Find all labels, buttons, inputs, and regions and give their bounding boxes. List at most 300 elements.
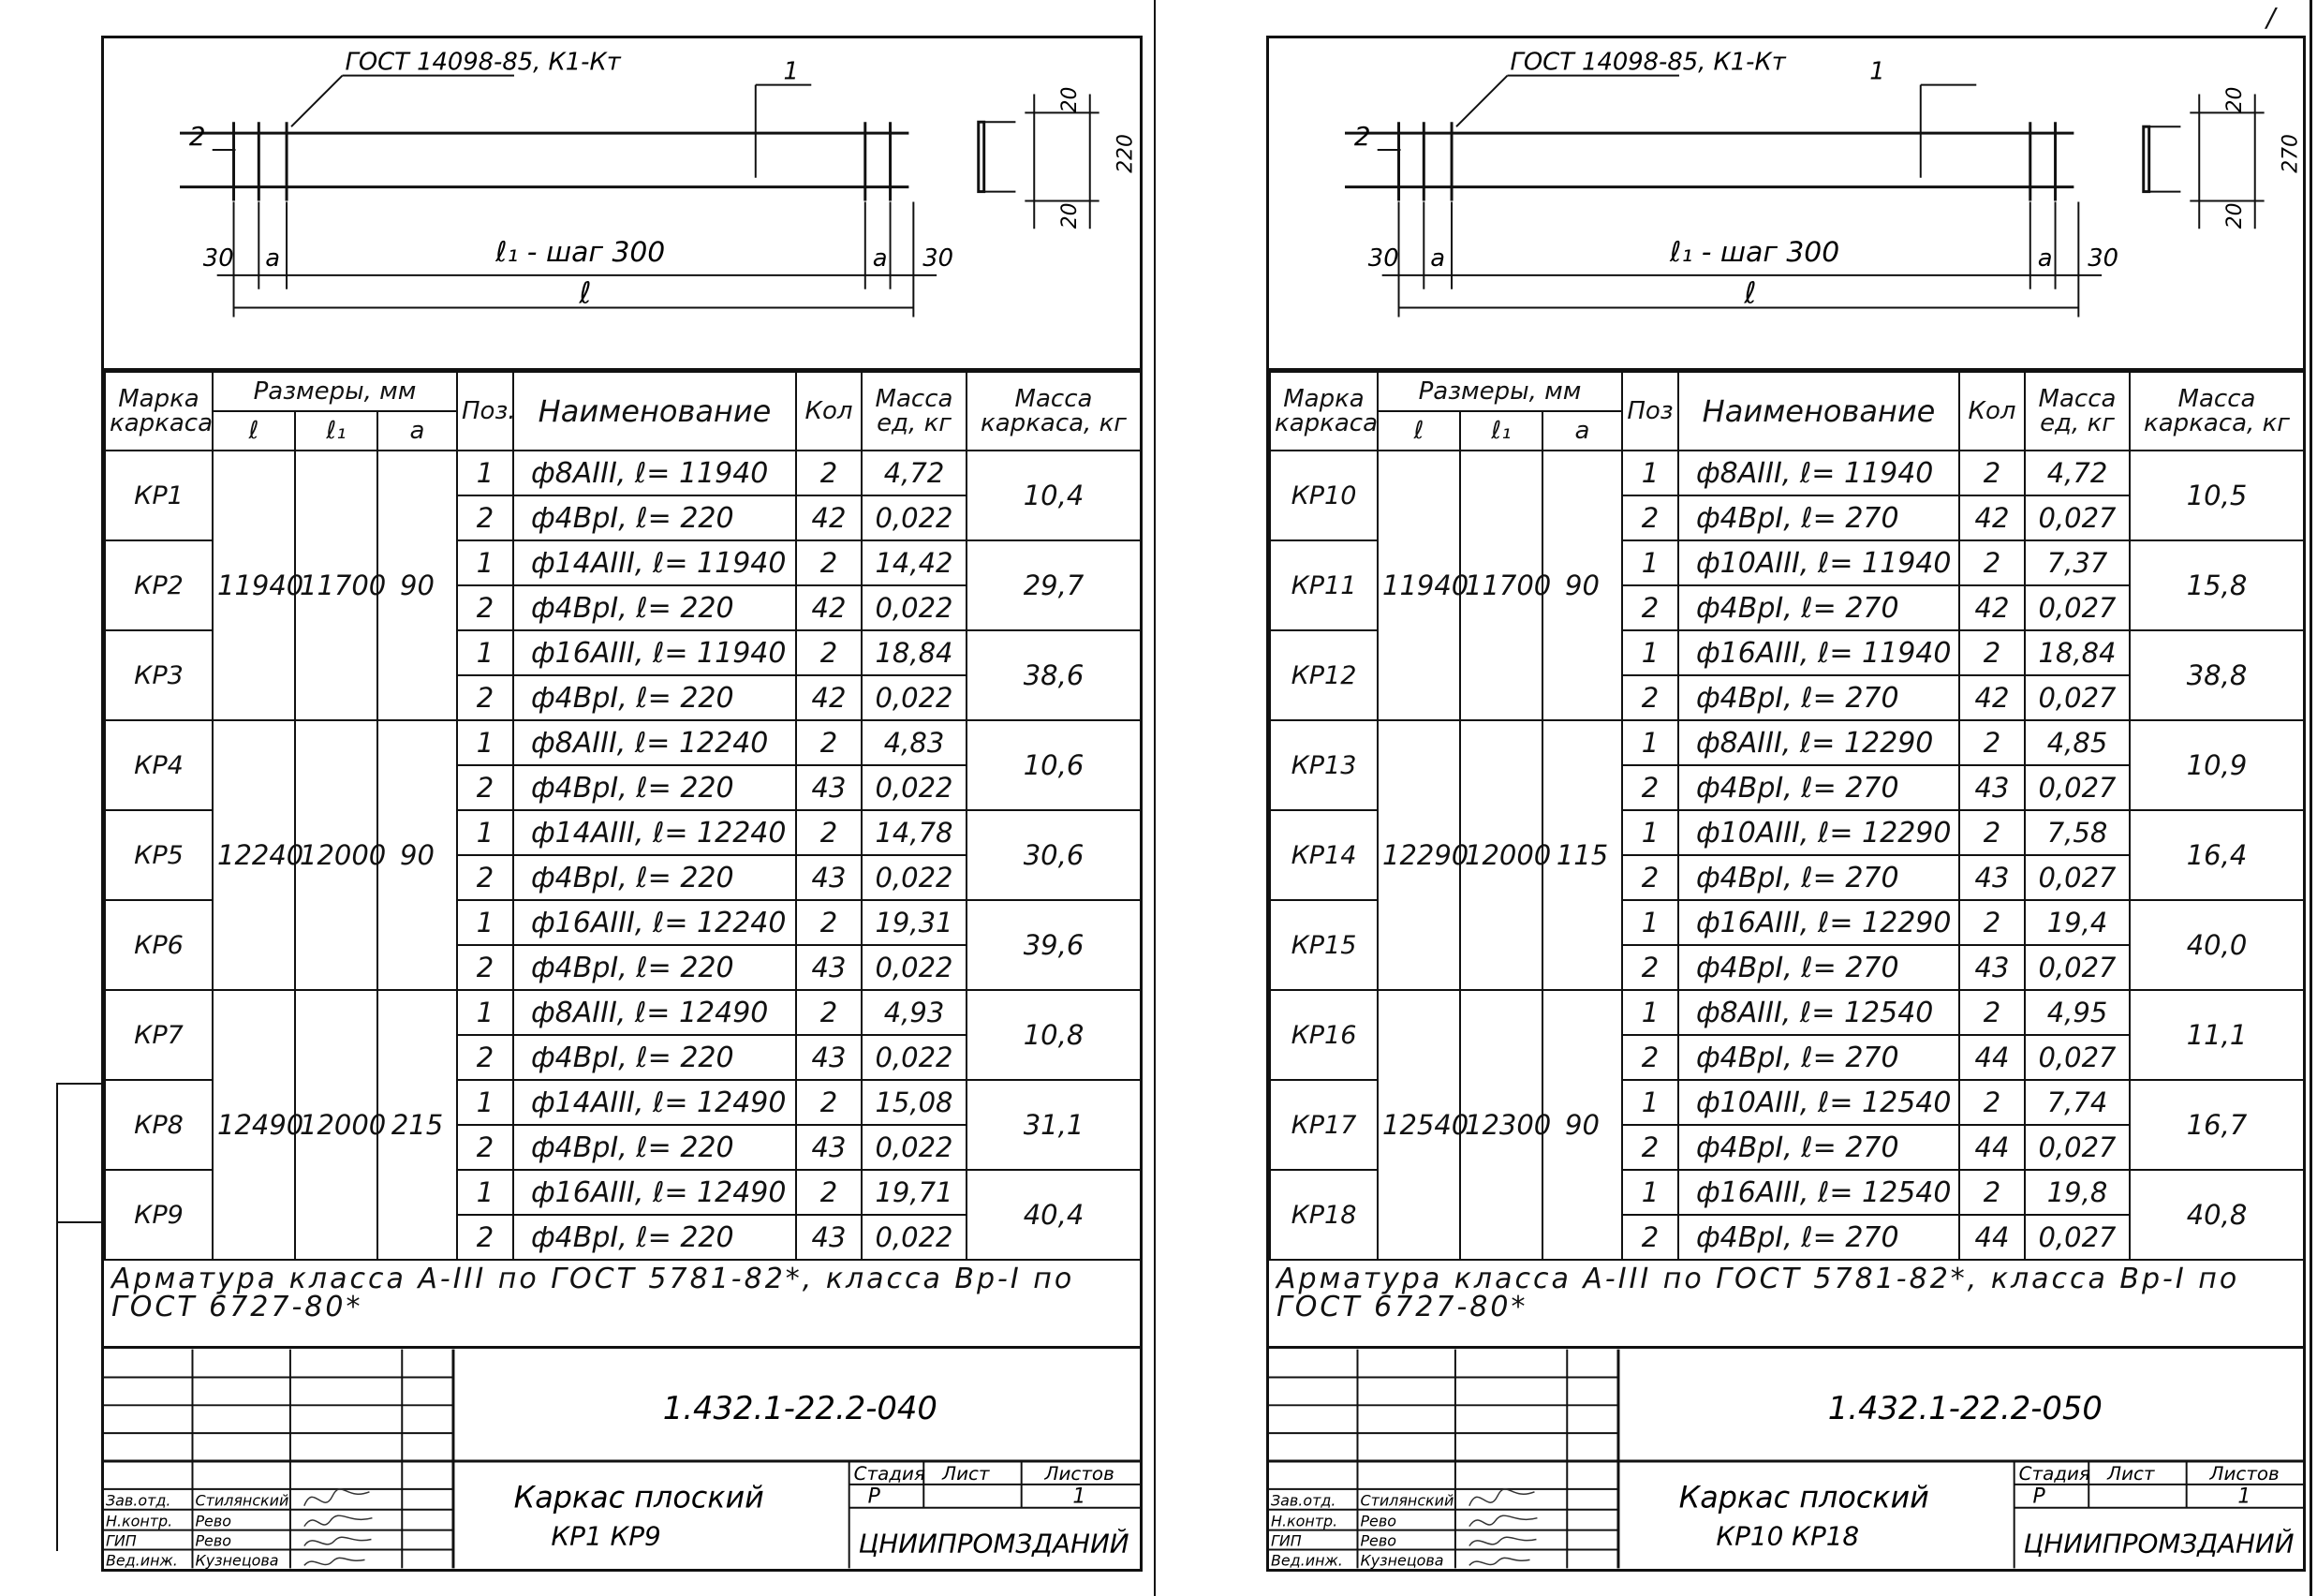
qty-value: 2 xyxy=(1959,720,2025,765)
col-dims: Размеры, мм xyxy=(1378,372,1622,411)
pos-value: 2 xyxy=(457,1035,513,1080)
pos-value: 1 xyxy=(457,1170,513,1215)
title-block-left xyxy=(104,1346,1140,1569)
qty-value: 2 xyxy=(796,451,862,495)
stage-header: Стадия xyxy=(2018,1462,2090,1485)
unit-mass-value: 0,022 xyxy=(862,495,967,540)
person-3: Рево xyxy=(1360,1531,1396,1550)
pos-value: 1 xyxy=(1622,900,1678,945)
pos-value: 2 xyxy=(457,1125,513,1170)
dim-a-right: a xyxy=(872,244,888,273)
item-name: ф10АIII, ℓ= 12290 xyxy=(1678,810,1959,855)
item-name: ф4ВрI, ℓ= 270 xyxy=(1678,675,1959,720)
col-frame-mass: Масса каркаса, кг xyxy=(2130,372,2304,451)
sheets-header: Листов xyxy=(2209,1462,2280,1485)
frame-mark: КР10 xyxy=(1270,451,1378,540)
qty-value: 2 xyxy=(1959,900,2025,945)
frame-mark: КР7 xyxy=(105,990,213,1080)
col-mark: Марка каркаса xyxy=(105,372,213,451)
pos-value: 2 xyxy=(1622,495,1678,540)
unit-mass-value: 4,72 xyxy=(2025,451,2130,495)
dim-l1-value: 11700 xyxy=(295,451,377,720)
sheet-left xyxy=(101,36,1143,1572)
dim-a-right: a xyxy=(2037,244,2053,273)
unit-mass-value: 0,022 xyxy=(862,945,967,990)
org-name: ЦНИИПРОМЗДАНИЙ xyxy=(858,1528,1129,1559)
item-name: ф4ВрI, ℓ= 270 xyxy=(1678,1035,1959,1080)
person-1: Стилянский xyxy=(1360,1491,1454,1510)
role-1: Зав.отд. xyxy=(1270,1491,1336,1510)
frame-mass-value: 10,6 xyxy=(967,720,1141,810)
role-3: ГИП xyxy=(105,1531,137,1550)
unit-mass-value: 4,95 xyxy=(2025,990,2130,1035)
unit-mass-value: 18,84 xyxy=(2025,630,2130,675)
frame-mass-value: 16,4 xyxy=(2130,810,2304,900)
unit-mass-value: 4,85 xyxy=(2025,720,2130,765)
dim-l: ℓ xyxy=(1744,276,1757,311)
item-name: ф4ВрI, ℓ= 270 xyxy=(1678,585,1959,630)
unit-mass-value: 0,022 xyxy=(862,765,967,810)
section-dim-mid: 220 xyxy=(1114,134,1138,173)
pos-value: 1 xyxy=(457,990,513,1035)
frame-mass-value: 30,6 xyxy=(967,810,1141,900)
frame-mass-value: 38,6 xyxy=(967,630,1141,720)
dim-l-value: 12490 xyxy=(213,990,295,1260)
dim-a-value: 90 xyxy=(377,720,457,990)
dim-a-value: 90 xyxy=(1542,990,1622,1260)
frame-mass-value: 11,1 xyxy=(2130,990,2304,1080)
pos2-label: 2 xyxy=(188,121,206,153)
frame-drawing-right xyxy=(1269,38,2303,371)
item-name: ф14АIII, ℓ= 11940 xyxy=(513,540,796,585)
spec-table-left xyxy=(104,371,1142,1261)
qty-value: 44 xyxy=(1959,1035,2025,1080)
unit-mass-value: 7,37 xyxy=(2025,540,2130,585)
col-l: ℓ xyxy=(213,411,295,451)
qty-value: 2 xyxy=(1959,451,2025,495)
dim-a-value: 90 xyxy=(377,451,457,720)
pos-value: 1 xyxy=(457,810,513,855)
sheets-value: 1 xyxy=(1072,1485,1086,1509)
col-qty: Кол xyxy=(796,372,862,451)
section-dim-bot: 20 xyxy=(1057,202,1082,229)
frame-mass-value: 40,0 xyxy=(2130,900,2304,990)
role-1: Зав.отд. xyxy=(105,1491,171,1510)
item-name: ф4ВрI, ℓ= 220 xyxy=(513,945,796,990)
qty-value: 42 xyxy=(796,495,862,540)
pos-value: 2 xyxy=(457,1215,513,1260)
item-name: ф16АIII, ℓ= 11940 xyxy=(1678,630,1959,675)
unit-mass-value: 7,58 xyxy=(2025,810,2130,855)
dim-30-left: 30 xyxy=(202,244,234,273)
person-2: Рево xyxy=(195,1512,231,1530)
qty-value: 43 xyxy=(796,855,862,900)
frame-drawing-svg-right xyxy=(1269,38,2303,368)
qty-value: 44 xyxy=(1959,1125,2025,1170)
left-margin-tick-2 xyxy=(56,1221,103,1223)
doc-code: 1.432.1-22.2-040 xyxy=(662,1390,937,1427)
person-2: Рево xyxy=(1360,1512,1396,1530)
sheet-header: Лист xyxy=(2107,1462,2155,1485)
item-name: ф4ВрI, ℓ= 220 xyxy=(513,765,796,810)
person-1: Стилянский xyxy=(195,1491,289,1510)
qty-value: 2 xyxy=(796,540,862,585)
frame-mark: КР13 xyxy=(1270,720,1378,810)
role-3: ГИП xyxy=(1270,1531,1302,1550)
role-4: Вед.инж. xyxy=(1270,1551,1343,1570)
qty-value: 43 xyxy=(796,945,862,990)
col-mark: Марка каркаса xyxy=(1270,372,1378,451)
pos-value: 1 xyxy=(1622,720,1678,765)
qty-value: 43 xyxy=(796,1035,862,1080)
dim-l-value: 11940 xyxy=(213,451,295,720)
frame-mark: КР5 xyxy=(105,810,213,900)
unit-mass-value: 14,42 xyxy=(862,540,967,585)
col-pos: Поз. xyxy=(457,372,513,451)
dim-a-value: 115 xyxy=(1542,720,1622,990)
frame-mark: КР17 xyxy=(1270,1080,1378,1170)
doc-code: 1.432.1-22.2-050 xyxy=(1827,1390,2103,1427)
sheet-header: Лист xyxy=(942,1462,990,1485)
role-2: Н.контр. xyxy=(105,1512,173,1530)
dim-a-value: 215 xyxy=(377,990,457,1260)
signatures xyxy=(1469,1489,1538,1566)
person-4: Кузнецова xyxy=(195,1551,279,1570)
pos-value: 1 xyxy=(1622,540,1678,585)
col-unit-mass: Масса ед, кг xyxy=(862,372,967,451)
col-frame-mass: Масса каркаса, кг xyxy=(967,372,1141,451)
unit-mass-value: 19,8 xyxy=(2025,1170,2130,1215)
qty-value: 42 xyxy=(796,585,862,630)
pos-value: 2 xyxy=(1622,1035,1678,1080)
item-name: ф4ВрI, ℓ= 270 xyxy=(1678,765,1959,810)
pos-value: 1 xyxy=(1622,990,1678,1035)
pos-value: 1 xyxy=(457,630,513,675)
col-a: a xyxy=(377,411,457,451)
item-name: ф4ВрI, ℓ= 270 xyxy=(1678,1125,1959,1170)
left-margin-line xyxy=(56,1083,58,1551)
item-name: ф4ВрI, ℓ= 220 xyxy=(513,675,796,720)
col-l: ℓ xyxy=(1378,411,1460,451)
signatures xyxy=(304,1489,373,1566)
frame-mark: КР16 xyxy=(1270,990,1378,1080)
person-3: Рево xyxy=(195,1531,231,1550)
item-name: ф16АIII, ℓ= 12540 xyxy=(1678,1170,1959,1215)
qty-value: 2 xyxy=(1959,630,2025,675)
pos-value: 1 xyxy=(1622,1080,1678,1125)
pos-value: 2 xyxy=(457,585,513,630)
pos-value: 2 xyxy=(1622,585,1678,630)
item-name: ф4ВрI, ℓ= 220 xyxy=(513,585,796,630)
spec-row xyxy=(105,990,1141,1035)
item-name: ф8АIII, ℓ= 11940 xyxy=(1678,451,1959,495)
frame-mass-value: 10,4 xyxy=(967,451,1141,540)
unit-mass-value: 0,022 xyxy=(862,1035,967,1080)
dim-l1: ℓ₁ - шаг 300 xyxy=(495,235,666,269)
col-a: a xyxy=(1542,411,1622,451)
doc-name-line1: Каркас плоский xyxy=(513,1479,764,1515)
col-pos: Поз xyxy=(1622,372,1678,451)
qty-value: 42 xyxy=(1959,585,2025,630)
pos-value: 2 xyxy=(1622,765,1678,810)
pos-value: 1 xyxy=(457,540,513,585)
stage-value: Р xyxy=(2032,1485,2045,1509)
dim-l1-value: 12300 xyxy=(1460,990,1542,1260)
unit-mass-value: 19,71 xyxy=(862,1170,967,1215)
item-name: ф4ВрI, ℓ= 220 xyxy=(513,1215,796,1260)
item-name: ф8АIII, ℓ= 12490 xyxy=(513,990,796,1035)
col-name: Наименование xyxy=(513,372,796,451)
pos-value: 1 xyxy=(457,900,513,945)
qty-value: 43 xyxy=(1959,765,2025,810)
pos-value: 1 xyxy=(457,1080,513,1125)
frame-mass-value: 10,9 xyxy=(2130,720,2304,810)
frame-drawing-svg-left xyxy=(104,38,1140,368)
unit-mass-value: 0,027 xyxy=(2025,495,2130,540)
item-name: ф8АIII, ℓ= 12540 xyxy=(1678,990,1959,1035)
unit-mass-value: 0,027 xyxy=(2025,855,2130,900)
dim-30-right: 30 xyxy=(2088,244,2119,273)
pos-value: 2 xyxy=(457,855,513,900)
pos-value: 2 xyxy=(457,675,513,720)
pos-value: 1 xyxy=(1622,1170,1678,1215)
frame-mass-value: 10,5 xyxy=(2130,451,2304,540)
dim-l1-value: 12000 xyxy=(295,990,377,1260)
qty-value: 2 xyxy=(796,630,862,675)
unit-mass-value: 0,027 xyxy=(2025,1215,2130,1260)
frame-mark: КР14 xyxy=(1270,810,1378,900)
frame-mark: КР15 xyxy=(1270,900,1378,990)
frame-drawing-left xyxy=(104,38,1140,371)
item-name: ф4ВрI, ℓ= 270 xyxy=(1678,495,1959,540)
dim-30-right: 30 xyxy=(922,244,954,273)
unit-mass-value: 7,74 xyxy=(2025,1080,2130,1125)
item-name: ф4ВрI, ℓ= 220 xyxy=(513,855,796,900)
unit-mass-value: 0,027 xyxy=(2025,765,2130,810)
unit-mass-value: 0,022 xyxy=(862,855,967,900)
pos-value: 2 xyxy=(1622,675,1678,720)
item-name: ф4ВрI, ℓ= 270 xyxy=(1678,945,1959,990)
col-dims: Размеры, мм xyxy=(213,372,457,411)
item-name: ф10АIII, ℓ= 12540 xyxy=(1678,1080,1959,1125)
qty-value: 2 xyxy=(796,1080,862,1125)
col-l1: ℓ₁ xyxy=(295,411,377,451)
qty-value: 42 xyxy=(1959,675,2025,720)
dim-l: ℓ xyxy=(579,276,592,311)
qty-value: 2 xyxy=(1959,1080,2025,1125)
pos-value: 2 xyxy=(457,765,513,810)
unit-mass-value: 0,027 xyxy=(2025,585,2130,630)
unit-mass-value: 4,72 xyxy=(862,451,967,495)
pos-value: 1 xyxy=(1622,630,1678,675)
dim-l1: ℓ₁ - шаг 300 xyxy=(1670,235,1840,269)
spec-row xyxy=(1270,451,2304,495)
col-qty: Кол xyxy=(1959,372,2025,451)
item-name: ф4ВрI, ℓ= 270 xyxy=(1678,1215,1959,1260)
unit-mass-value: 0,022 xyxy=(862,1125,967,1170)
dim-a-left: a xyxy=(1430,244,1446,273)
pos-value: 1 xyxy=(457,451,513,495)
pos-value: 2 xyxy=(457,945,513,990)
org-name: ЦНИИПРОМЗДАНИЙ xyxy=(2023,1528,2295,1559)
unit-mass-value: 15,08 xyxy=(862,1080,967,1125)
dim-30-left: 30 xyxy=(1367,244,1399,273)
pos-value: 1 xyxy=(457,720,513,765)
doc-name-line2: КР10 КР18 xyxy=(1716,1520,1860,1552)
qty-value: 2 xyxy=(796,1170,862,1215)
item-name: ф4ВрI, ℓ= 220 xyxy=(513,495,796,540)
left-margin-tick xyxy=(56,1083,103,1085)
unit-mass-value: 19,4 xyxy=(2025,900,2130,945)
frame-mark: КР2 xyxy=(105,540,213,630)
stage-value: Р xyxy=(867,1485,880,1509)
center-fold-line xyxy=(1154,0,1156,1596)
frame-mass-value: 38,8 xyxy=(2130,630,2304,720)
item-name: ф4ВрI, ℓ= 270 xyxy=(1678,855,1959,900)
dim-l1-value: 12000 xyxy=(295,720,377,990)
section-dim-bot: 20 xyxy=(2222,202,2247,229)
frame-mark: КР3 xyxy=(105,630,213,720)
qty-value: 43 xyxy=(1959,945,2025,990)
unit-mass-value: 0,022 xyxy=(862,1215,967,1260)
title-block-right xyxy=(1269,1346,2303,1569)
dim-a-left: a xyxy=(265,244,281,273)
unit-mass-value: 0,022 xyxy=(862,585,967,630)
item-name: ф16АIII, ℓ= 12240 xyxy=(513,900,796,945)
sheets-value: 1 xyxy=(2237,1485,2251,1509)
frame-mass-value: 39,6 xyxy=(967,900,1141,990)
section-dim-top: 20 xyxy=(1057,86,1082,113)
pos-value: 2 xyxy=(1622,1125,1678,1170)
unit-mass-value: 0,027 xyxy=(2025,675,2130,720)
role-2: Н.контр. xyxy=(1270,1512,1338,1530)
qty-value: 43 xyxy=(796,765,862,810)
pos-value: 2 xyxy=(1622,1215,1678,1260)
section-dim-top: 20 xyxy=(2222,86,2247,113)
qty-value: 2 xyxy=(796,990,862,1035)
dim-l1-value: 12000 xyxy=(1460,720,1542,990)
stage-header: Стадия xyxy=(853,1462,925,1485)
item-name: ф8АIII, ℓ= 12240 xyxy=(513,720,796,765)
qty-value: 42 xyxy=(796,675,862,720)
qty-value: 43 xyxy=(796,1215,862,1260)
doc-name-line2: КР1 КР9 xyxy=(551,1520,661,1552)
item-name: ф14АIII, ℓ= 12490 xyxy=(513,1080,796,1125)
right-margin-line xyxy=(2310,0,2312,1596)
qty-value: 2 xyxy=(1959,1170,2025,1215)
pos-value: 1 xyxy=(1622,451,1678,495)
spec-row xyxy=(1270,990,2304,1035)
qty-value: 43 xyxy=(1959,855,2025,900)
col-l1: ℓ₁ xyxy=(1460,411,1542,451)
item-name: ф8АIII, ℓ= 12290 xyxy=(1678,720,1959,765)
unit-mass-value: 4,83 xyxy=(862,720,967,765)
frame-mark: КР12 xyxy=(1270,630,1378,720)
person-4: Кузнецова xyxy=(1360,1551,1444,1570)
qty-value: 43 xyxy=(796,1125,862,1170)
frame-mark: КР18 xyxy=(1270,1170,1378,1260)
frame-mark: КР9 xyxy=(105,1170,213,1260)
frame-mass-value: 31,1 xyxy=(967,1080,1141,1170)
item-name: ф14АIII, ℓ= 12240 xyxy=(513,810,796,855)
pos2-label: 2 xyxy=(1353,121,1371,153)
qty-value: 2 xyxy=(796,900,862,945)
pos1-label: 1 xyxy=(1869,57,1885,86)
dim-l1-value: 11700 xyxy=(1460,451,1542,720)
dim-a-value: 90 xyxy=(1542,451,1622,720)
unit-mass-value: 0,027 xyxy=(2025,1125,2130,1170)
frame-mass-value: 15,8 xyxy=(2130,540,2304,630)
qty-value: 2 xyxy=(796,810,862,855)
pos-value: 2 xyxy=(1622,855,1678,900)
item-name: ф16АIII, ℓ= 11940 xyxy=(513,630,796,675)
frame-mark: КР6 xyxy=(105,900,213,990)
qty-value: 42 xyxy=(1959,495,2025,540)
qty-value: 2 xyxy=(1959,990,2025,1035)
item-name: ф16АIII, ℓ= 12490 xyxy=(513,1170,796,1215)
dim-l-value: 12290 xyxy=(1378,720,1460,990)
pos-value: 2 xyxy=(1622,945,1678,990)
note-left: Арматура класса А-III по ГОСТ 5781-82*, класса Вр-I по ГОСТ 6727-80* xyxy=(111,1263,1075,1323)
frame-mass-value: 40,8 xyxy=(2130,1170,2304,1260)
frame-mark: КР4 xyxy=(105,720,213,810)
item-name: ф10АIII, ℓ= 11940 xyxy=(1678,540,1959,585)
section-dim-mid: 270 xyxy=(2279,134,2303,173)
frame-mark: КР1 xyxy=(105,451,213,540)
unit-mass-value: 4,93 xyxy=(862,990,967,1035)
spec-row xyxy=(1270,720,2304,765)
dim-l-value: 11940 xyxy=(1378,451,1460,720)
qty-value: 44 xyxy=(1959,1215,2025,1260)
unit-mass-value: 0,027 xyxy=(2025,1035,2130,1080)
sheet-right xyxy=(1266,36,2306,1572)
frame-mass-value: 40,4 xyxy=(967,1170,1141,1260)
pos1-label: 1 xyxy=(783,57,799,86)
spec-row xyxy=(105,720,1141,765)
sheets-header: Листов xyxy=(1044,1462,1114,1485)
note-right: Арматура класса А-III по ГОСТ 5781-82*, класса Вр-I по ГОСТ 6727-80* xyxy=(1277,1263,2240,1323)
std-label: ГОСТ 14098-85, К1-Кт xyxy=(345,48,621,77)
dim-l-value: 12240 xyxy=(213,720,295,990)
unit-mass-value: 14,78 xyxy=(862,810,967,855)
col-name: Наименование xyxy=(1678,372,1959,451)
role-4: Вед.инж. xyxy=(105,1551,178,1570)
frame-mass-value: 10,8 xyxy=(967,990,1141,1080)
unit-mass-value: 19,31 xyxy=(862,900,967,945)
pos-value: 2 xyxy=(457,495,513,540)
item-name: ф4ВрI, ℓ= 220 xyxy=(513,1035,796,1080)
qty-value: 2 xyxy=(1959,810,2025,855)
item-name: ф8АIII, ℓ= 11940 xyxy=(513,451,796,495)
frame-mass-value: 16,7 xyxy=(2130,1080,2304,1170)
corner-mark: / xyxy=(2266,2,2276,33)
qty-value: 2 xyxy=(796,720,862,765)
spec-table-right xyxy=(1269,371,2305,1261)
unit-mass-value: 0,022 xyxy=(862,675,967,720)
qty-value: 2 xyxy=(1959,540,2025,585)
dim-l-value: 12540 xyxy=(1378,990,1460,1260)
item-name: ф4ВрI, ℓ= 220 xyxy=(513,1125,796,1170)
pos-value: 1 xyxy=(1622,810,1678,855)
unit-mass-value: 18,84 xyxy=(862,630,967,675)
unit-mass-value: 0,027 xyxy=(2025,945,2130,990)
item-name: ф16АIII, ℓ= 12290 xyxy=(1678,900,1959,945)
col-unit-mass: Масса ед, кг xyxy=(2025,372,2130,451)
frame-mass-value: 29,7 xyxy=(967,540,1141,630)
frame-mark: КР11 xyxy=(1270,540,1378,630)
doc-name-line1: Каркас плоский xyxy=(1678,1479,1929,1515)
frame-mark: КР8 xyxy=(105,1080,213,1170)
